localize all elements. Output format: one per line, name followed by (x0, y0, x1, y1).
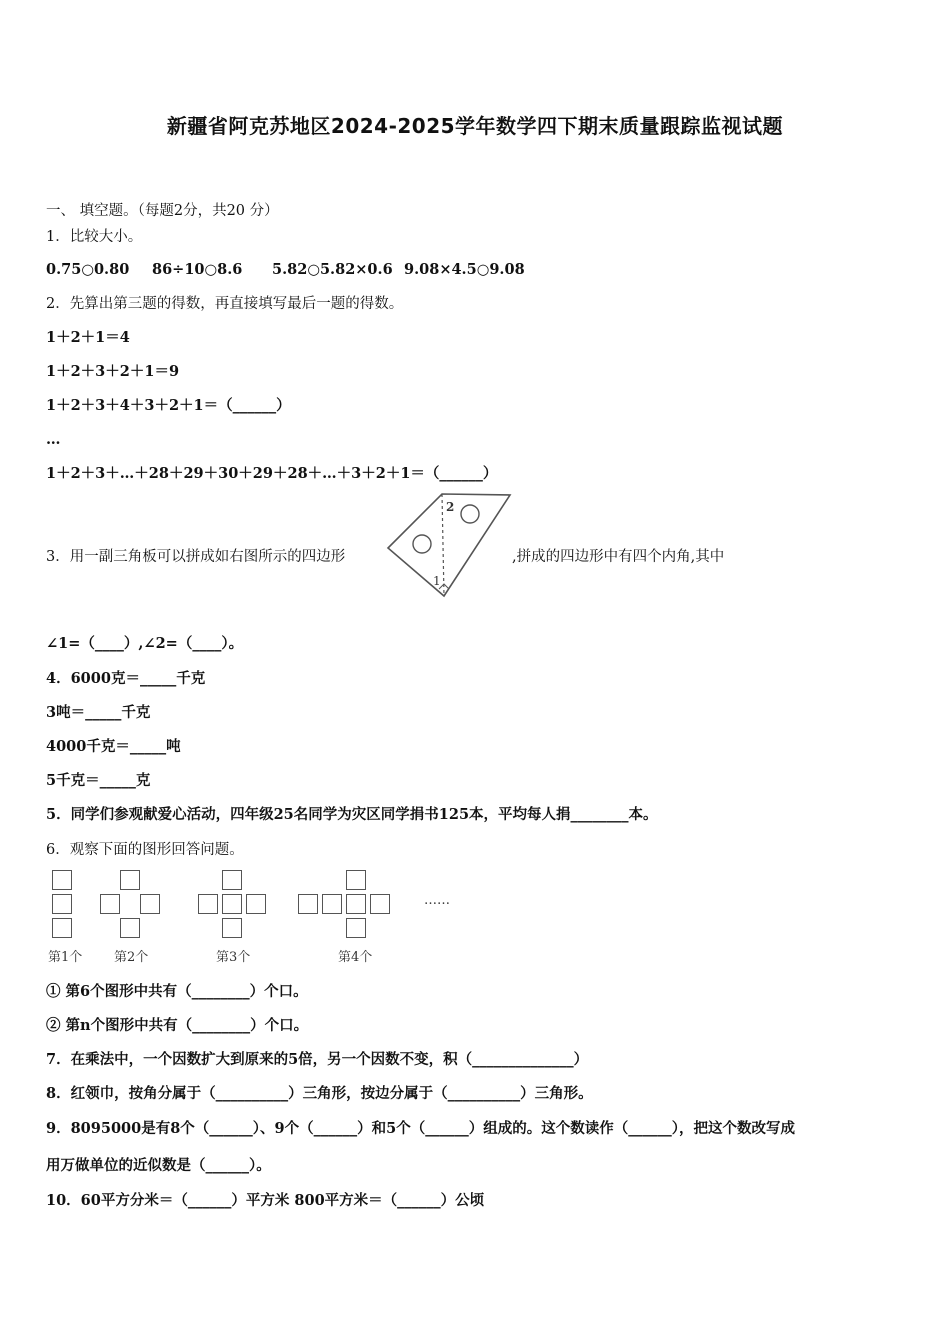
q3-prompt-a: 3．用一副三角板可以拼成如右图所示的四边形 (46, 549, 346, 565)
square (222, 870, 242, 890)
q10-text: 10．60平方分米＝（______）平方米 800平方米＝（______）公顷 (46, 1192, 485, 1209)
q4-line: 5千克＝_____克 (46, 772, 151, 789)
square (52, 918, 72, 938)
q1-prompt: 1．比较大小。 (46, 229, 143, 245)
section-heading: 一、 填空题。（每题2分，共20 分） (46, 203, 279, 219)
square (100, 894, 120, 914)
q2-line: 1＋2＋3＋2＋1＝9 (46, 363, 180, 380)
q2-line: 1＋2＋1＝4 (46, 329, 130, 346)
square (222, 894, 242, 914)
q6-sub1: ① 第6个图形中共有（________）个口。 (46, 983, 308, 1000)
q1-item: 9.08×4.5○9.08 (404, 261, 525, 278)
triangle-board-figure (386, 492, 514, 600)
q8-text: 8．红领巾，按角分属于（__________）三角形，按边分属于（__________）三角形。 (46, 1085, 593, 1102)
square (198, 894, 218, 914)
q4-line: 3吨＝_____千克 (46, 704, 151, 721)
square-pattern-figures (48, 870, 408, 970)
figure-label: 第3个 (216, 950, 251, 965)
q2-line: 1＋2＋3＋4＋3＋2＋1＝（______） (46, 397, 291, 414)
q2-prompt: 2．先算出第三题的得数，再直接填写最后一题的得数。 (46, 296, 404, 312)
square (322, 894, 342, 914)
figure-label: 第4个 (338, 950, 373, 965)
pattern-ellipsis: …… (424, 893, 450, 908)
square (222, 918, 242, 938)
square (346, 918, 366, 938)
q6-prompt: 6．观察下面的图形回答问题。 (46, 842, 244, 858)
square (140, 894, 160, 914)
q9-line2: 用万做单位的近似数是（______）。 (46, 1157, 271, 1174)
square (52, 894, 72, 914)
angle-1-label: 1 (433, 574, 441, 588)
square (120, 918, 140, 938)
q5-text: 5．同学们参观献爱心活动，四年级25名同学为灾区同学捐书125本，平均每人捐________本。 (46, 806, 658, 823)
square (52, 870, 72, 890)
q2-line: 1＋2＋3＋…＋28＋29＋30＋29＋28＋…＋3＋2＋1＝（______） (46, 465, 498, 482)
q4-line: 4000千克＝_____吨 (46, 738, 181, 755)
q9-line1: 9．8095000是有8个（______）、9个（______）和5个（______）组成的。这个数读作（______），把这个数改写成 (46, 1120, 795, 1137)
figure-label: 第1个 (48, 950, 83, 965)
q7-text: 7．在乘法中，一个因数扩大到原来的5倍，另一个因数不变，积（______________） (46, 1051, 589, 1068)
square (346, 870, 366, 890)
q3-prompt-b: ,拼成的四边形中有四个内角,其中 (512, 549, 725, 565)
square (370, 894, 390, 914)
angle-2-label: 2 (446, 500, 455, 514)
q4-line: 4．6000克＝_____千克 (46, 670, 206, 687)
q1-item: 86÷10○8.6 (152, 261, 243, 278)
q1-item: 0.75○0.80 (46, 261, 130, 278)
q2-line: … (46, 431, 61, 448)
square (346, 894, 366, 914)
square (246, 894, 266, 914)
page-title: 新疆省阿克苏地区2024-2025学年数学四下期末质量跟踪监视试题 (166, 114, 784, 138)
q3-answer-line: ∠1=（____）,∠2=（____）。 (46, 635, 244, 652)
square (298, 894, 318, 914)
q6-sub2: ② 第n个图形中共有（________）个口。 (46, 1017, 309, 1034)
q1-item: 5.82○5.82×0.6 (272, 261, 393, 278)
figure-label: 第2个 (114, 950, 149, 965)
square (120, 870, 140, 890)
